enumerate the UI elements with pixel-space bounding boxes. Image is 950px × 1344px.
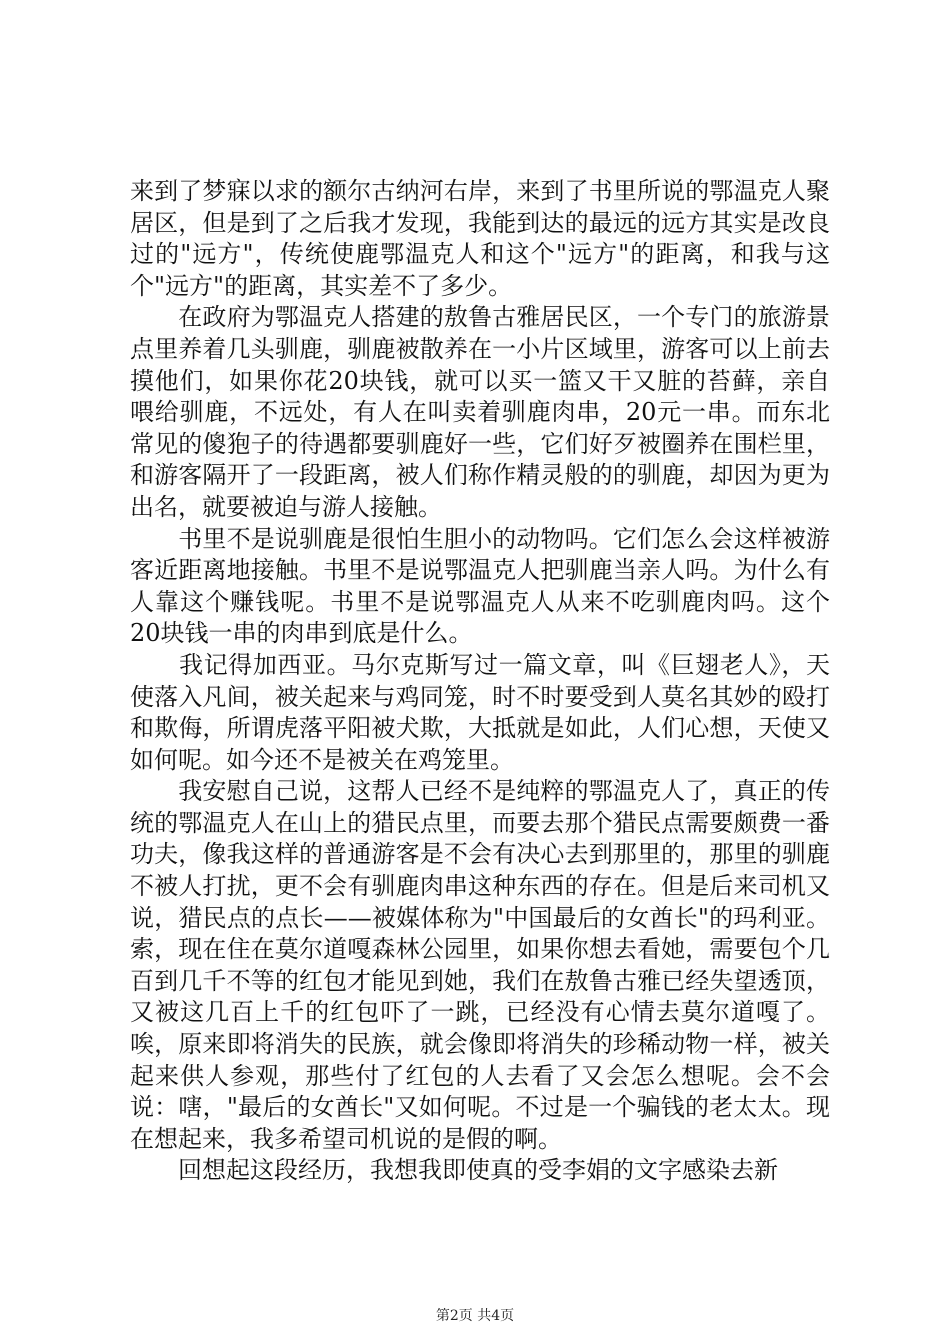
paragraph: 回想起这段经历，我想我即使真的受李娟的文字感染去新 — [130, 1156, 778, 1185]
paragraph: 书里不是说驯鹿是很怕生胆小的动物吗。它们怎么会这样被游客近距离地接触。书里不是说鄂温克人把驯鹿当亲人吗。为什么有人靠这个赚钱呢。书里不是说鄂温克人从来不吃驯鹿肉吗。这个20块钱一串的肉串到底是什么。 — [130, 524, 830, 648]
body-text — [130, 176, 830, 1187]
paragraph: 我安慰自己说，这帮人已经不是纯粹的鄂温克人了，真正的传统的鄂温克人在山上的猎民点里，而要去那个猎民点需要颇费一番功夫，像我这样的普通游客是不会有决心去到那里的，那里的驯鹿不被人打扰，更不会有驯鹿肉串这种东西的存在。但是后来司机又说，猎民点的点长——被媒体称为"中国最后的女酋长"的玛利亚。索，现在住在莫尔道嘎森林公园里，如果你想去看她，需要包个几百到几千不等的红包才能见到她，我们在敖鲁古雅已经失望透顶，又被这几百上千的红包吓了一跳，已经没有心情去莫尔道嘎了。唉，原来即将消失的民族，就会像即将消失的珍稀动物一样，被关起来供人参观，那些付了红包的人去看了又会怎么想呢。会不会说：嗐，"最后的女酋长"又如何呢。不过是一个骗钱的老太太。现在想起来，我多希望司机说的是假的啊。 — [130, 777, 830, 1153]
paragraph: 来到了梦寐以求的额尔古纳河右岸，来到了书里所说的鄂温克人聚居区，但是到了之后我才发现，我能到达的最远的远方其实是改良过的"远方"，传统使鹿鄂温克人和这个"远方"的距离，和我与这个"远方"的距离，其实差不了多少。 — [130, 177, 830, 300]
page-number-label: 第2页 共4页 — [435, 1308, 515, 1324]
paragraph: 在政府为鄂温克人搭建的敖鲁古雅居民区，一个专门的旅游景点里养着几头驯鹿，驯鹿被散养在一小片区域里，游客可以上前去摸他们，如果你花20块钱，就可以买一篮又干又脏的苔藓，亲自喂给驯鹿，不远处，有人在叫卖着驯鹿肉串，20元一串。而东北常见的傻狍子的待遇都要驯鹿好一些，它们好歹被圈养在围栏里，和游客隔开了一段距离，被人们称作精灵般的的驯鹿，却因为更为出名，就要被迫与游人接触。 — [130, 303, 830, 521]
page-footer — [0, 1307, 950, 1325]
paragraph: 我记得加西亚。马尔克斯写过一篇文章，叫《巨翅老人》，天使落入凡间，被关起来与鸡同笼，时不时要受到人莫名其妙的殴打和欺侮，所谓虎落平阳被犬欺，大抵就是如此，人们心想，天使又如何呢。如今还不是被关在鸡笼里。 — [130, 650, 830, 774]
